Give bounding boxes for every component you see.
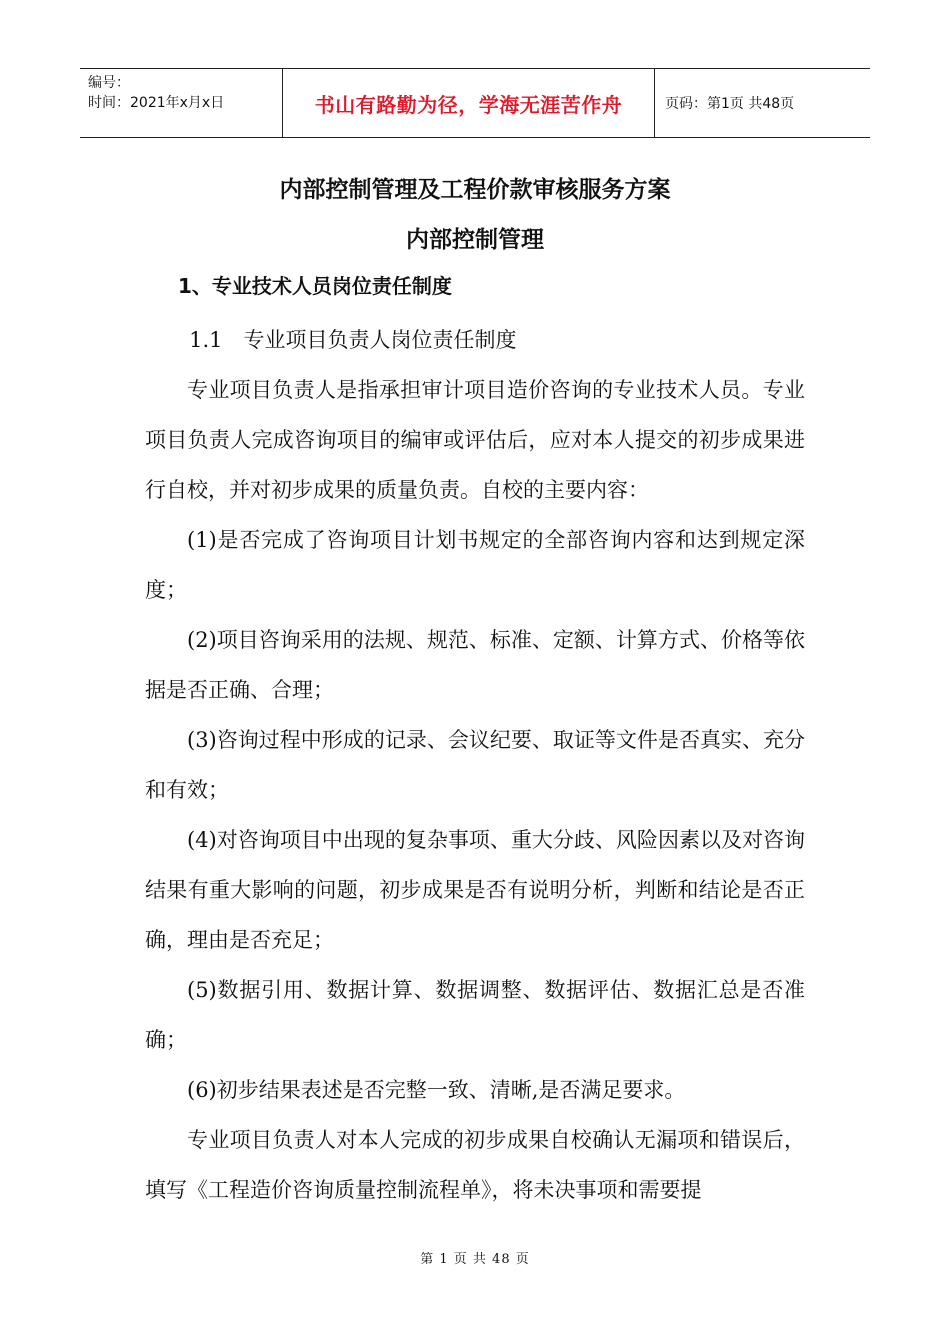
document-body <box>145 315 805 1215</box>
document-title: 内部控制管理及工程价款审核服务方案 <box>279 177 671 203</box>
list-item: (3)咨询过程中形成的记录、会议纪要、取证等文件是否真实、充分和有效； <box>145 728 805 802</box>
list-item: (2)项目咨询采用的法规、规范、标准、定额、计算方式、价格等依据是否正确、合理； <box>145 628 805 702</box>
document-date: 时间：2021年x月x日 <box>88 95 225 111</box>
list-item: (6)初步结果表述是否完整一致、清晰,是否满足要求。 <box>187 1078 686 1102</box>
paragraph: 专业项目负责人对本人完成的初步成果自校确认无漏项和错误后，填写《工程造价咨询质量控制流程单》，将未决事项和需要提 <box>145 1128 805 1202</box>
list-item: (5)数据引用、数据计算、数据调整、数据评估、数据汇总是否准确； <box>145 978 805 1052</box>
list-item: (1)是否完成了咨询项目计划书规定的全部咨询内容和达到规定深度； <box>145 528 805 602</box>
header-meta <box>80 69 282 137</box>
document-number-label: 编号： <box>88 75 130 91</box>
header-motto: 书山有路勤为径，学海无涯苦作舟 <box>282 69 655 137</box>
page-header <box>80 68 870 138</box>
list-item: (4)对咨询项目中出现的复杂事项、重大分歧、风险因素以及对咨询结果有重大影响的问题，初步成果是否有说明分析，判断和结论是否正确，理由是否充足； <box>145 828 805 952</box>
subsection-heading: 1.1 专业项目负责人岗位责任制度 <box>189 328 517 352</box>
paragraph: 专业项目负责人是指承担审计项目造价咨询的专业技术人员。专业项目负责人完成咨询项目的编审或评估后，应对本人提交的初步成果进行自校，并对初步成果的质量负责。自校的主要内容： <box>145 378 805 502</box>
page-footer: 第 1 页 共 48 页 <box>420 1252 530 1267</box>
document-subtitle: 内部控制管理 <box>406 227 544 253</box>
section-heading: 1、专业技术人员岗位责任制度 <box>178 274 452 298</box>
header-page-info: 页码：第1页 共48页 <box>665 96 795 112</box>
